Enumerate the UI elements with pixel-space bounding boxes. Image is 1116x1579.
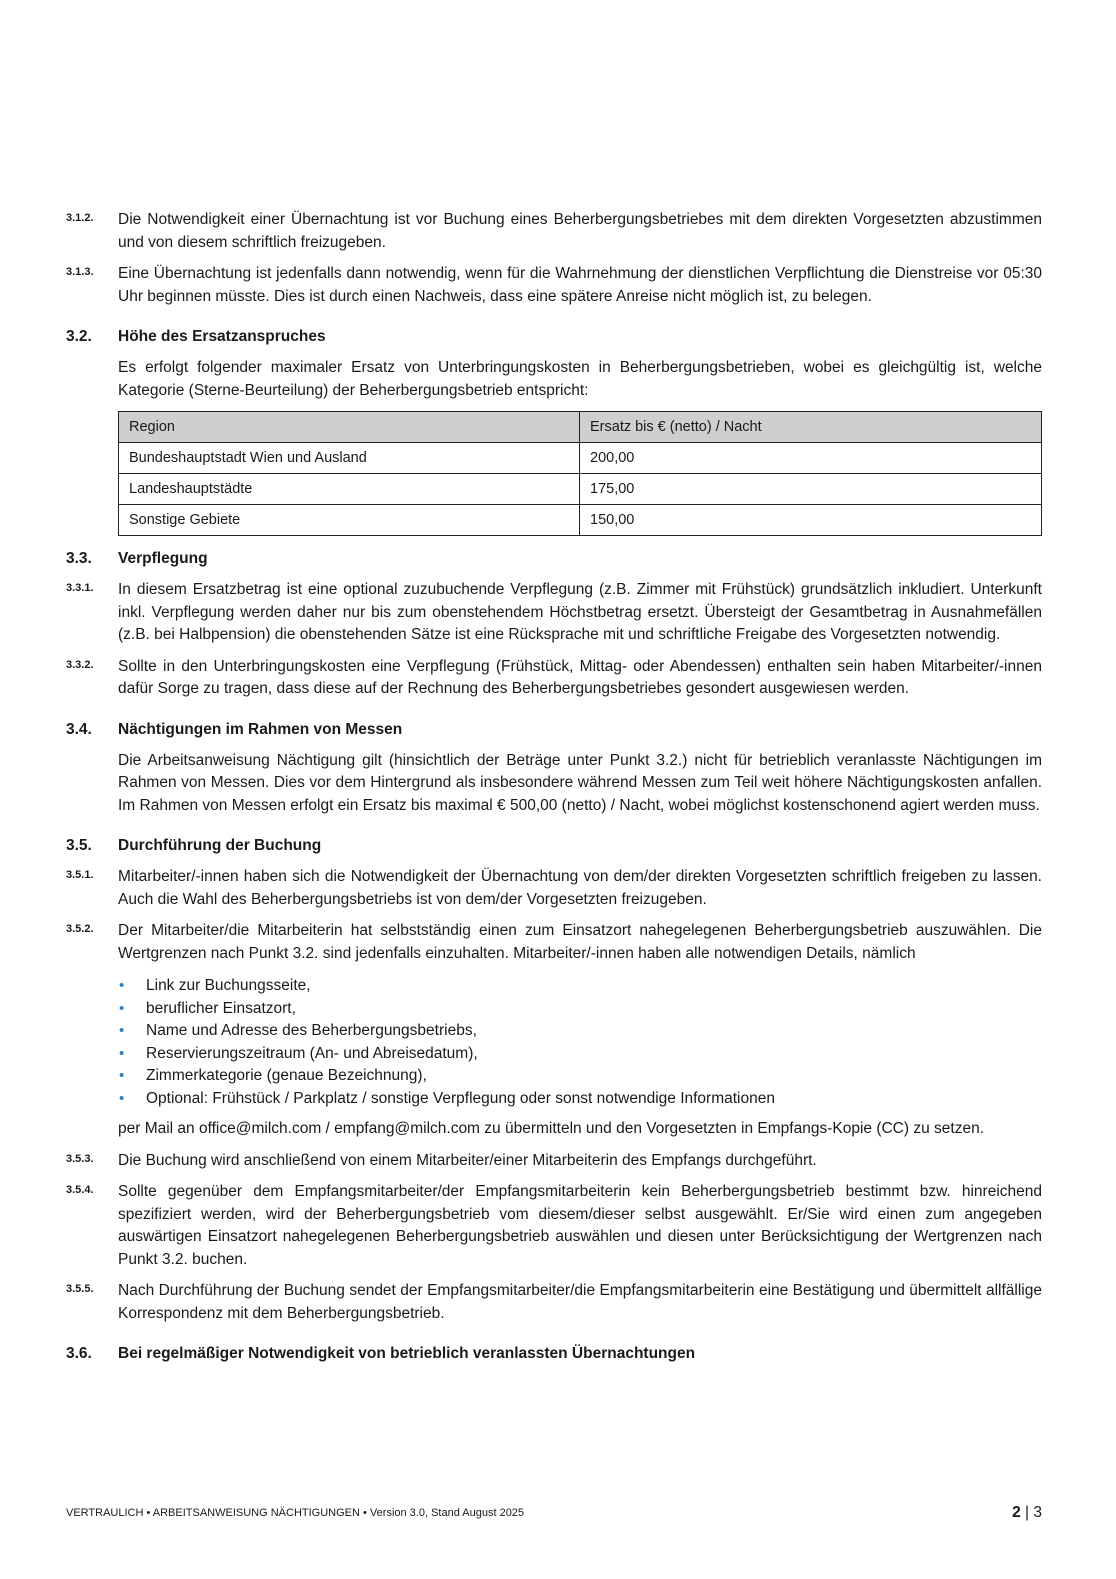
document-body bbox=[66, 209, 1042, 1374]
table-cell-region: Landeshauptstädte bbox=[119, 474, 580, 505]
section-number: 3.1.3. bbox=[66, 266, 94, 278]
page-number bbox=[1012, 1504, 1042, 1522]
table-cell-rate: 200,00 bbox=[580, 443, 1042, 474]
heading-title: Höhe des Ersatzanspruches bbox=[118, 328, 326, 345]
section-3-1-2 bbox=[66, 209, 1042, 254]
section-number: 3.3.2. bbox=[66, 658, 94, 671]
details-list bbox=[118, 975, 1042, 1110]
list-item-text: Reservierungszeitraum (An- und Abreisedatum), bbox=[146, 1044, 478, 1062]
section-text: Sollte gegenüber dem Empfangsmitarbeiter/der Empfangsmitarbeiterin kein Beherbergungsbetrieb bestimmt bzw. hinreichend spezifiziert werden, wird der Beherbergungsbetrieb vom diesem/dieser selbst ausgewählt. Er/Sie wird einen zum angegeben auswärtigen Einsatzort nahegelegenen Beherbergungsbetrieb auswählen und diesen unter Berücksichtigung der Wertgrenzen nach Punkt 3.2. buchen. bbox=[118, 1183, 1042, 1268]
table-header-region: Region bbox=[119, 412, 580, 443]
list-item-text: beruflicher Einsatzort, bbox=[146, 999, 296, 1017]
section-3-3-2 bbox=[66, 656, 1042, 701]
bullet-icon: • bbox=[119, 999, 125, 1017]
table-cell-rate: 175,00 bbox=[580, 474, 1042, 505]
list-item bbox=[118, 1043, 1042, 1066]
section-number: 3.5.2. bbox=[66, 923, 94, 935]
table-header-row bbox=[119, 412, 1042, 443]
heading-number: 3.6. bbox=[66, 1345, 92, 1362]
section-number: 3.5.3. bbox=[66, 1152, 94, 1165]
heading-title: Verpflegung bbox=[118, 550, 208, 567]
table-cell-region: Sonstige Gebiete bbox=[119, 505, 580, 536]
heading-3-5 bbox=[66, 835, 1042, 857]
heading-number: 3.4. bbox=[66, 720, 92, 738]
bullet-icon: • bbox=[119, 977, 125, 994]
heading-title: Nächtigungen im Rahmen von Messen bbox=[118, 720, 403, 738]
section-number: 3.5.1. bbox=[66, 869, 94, 881]
heading-3-4 bbox=[66, 719, 1042, 741]
list-item-text: Name und Adresse des Beherbergungsbetriebs, bbox=[146, 1022, 477, 1039]
section-number: 3.3.1. bbox=[66, 582, 94, 594]
section-3-2-intro: Es erfolgt folgender maximaler Ersatz von Unterbringungskosten in Beherbergungsbetrieben, wobei es gleichgültig ist, welche Kategorie (Sterne-Beurteilung) der Beherbergungsbetrieb entspricht: bbox=[118, 359, 1042, 399]
current-page: 2 bbox=[1012, 1504, 1021, 1521]
heading-title: Durchführung der Buchung bbox=[118, 837, 322, 854]
section-text: Die Notwendigkeit einer Übernachtung ist vor Buchung eines Beherbergungsbetriebes mit dem direkten Vorgesetzten abzustimmen und von diesem schriftlich freizugeben. bbox=[118, 211, 1042, 251]
table-row bbox=[119, 443, 1042, 474]
section-text: Eine Übernachtung ist jedenfalls dann notwendig, wenn für die Wahrnehmung der dienstlichen Verpflichtung die Dienstreise vor 05:30 Uhr beginnen müsste. Dies ist durch einen Nachweis, dass eine spätere Anreise nicht möglich ist, zu belegen. bbox=[118, 265, 1042, 305]
table-cell-region: Bundeshauptstadt Wien und Ausland bbox=[119, 443, 580, 474]
section-3-5-2 bbox=[66, 920, 1042, 965]
section-text: Mitarbeiter/-innen haben sich die Notwendigkeit der Übernachtung von dem/der direkten Vorgesetzten schriftlich freigeben zu lassen. Auch die Wahl des Beherbergungsbetriebs ist von dem/der Vorgesetzten freizugeben. bbox=[118, 868, 1042, 908]
table-header-rate: Ersatz bis € (netto) / Nacht bbox=[580, 412, 1042, 443]
bullet-icon: • bbox=[119, 1089, 125, 1107]
list-item bbox=[118, 1088, 1042, 1111]
section-3-5-5 bbox=[66, 1280, 1042, 1325]
total-pages: 3 bbox=[1033, 1504, 1042, 1521]
footer-text: VERTRAULICH • ARBEITSANWEISUNG NÄCHTIGUNGEN • Version 3.0, Stand August 2025 bbox=[66, 1507, 525, 1519]
section-number: 3.5.4. bbox=[66, 1184, 94, 1196]
table-row bbox=[119, 474, 1042, 505]
page-footer bbox=[66, 1504, 1042, 1522]
bullet-icon: • bbox=[119, 1044, 125, 1062]
list-item-text: Optional: Frühstück / Parkplatz / sonstige Verpflegung oder sonst notwendige Informationen bbox=[146, 1089, 775, 1107]
section-3-5-4 bbox=[66, 1181, 1042, 1271]
list-item bbox=[118, 998, 1042, 1021]
bullet-icon: • bbox=[119, 1022, 125, 1039]
section-number: 3.1.2. bbox=[66, 212, 94, 224]
heading-title: Bei regelmäßiger Notwendigkeit von betrieblich veranlassten Übernachtungen bbox=[118, 1345, 696, 1362]
heading-3-6 bbox=[66, 1343, 1042, 1365]
heading-3-3 bbox=[66, 548, 1042, 570]
list-item bbox=[118, 1020, 1042, 1043]
section-3-1-3 bbox=[66, 263, 1042, 308]
section-number: 3.5.5. bbox=[66, 1283, 94, 1295]
section-text: Nach Durchführung der Buchung sendet der Empfangsmitarbeiter/die Empfangsmitarbeiterin eine Bestätigung und übermittelt allfällige Korrespondenz mit dem Beherbergungsbetrieb. bbox=[118, 1282, 1042, 1322]
heading-3-2 bbox=[66, 326, 1042, 348]
heading-number: 3.5. bbox=[66, 837, 92, 854]
rates-table bbox=[118, 411, 1042, 536]
section-3-3-1 bbox=[66, 579, 1042, 647]
table-cell-rate: 150,00 bbox=[580, 505, 1042, 536]
list-item-text: Zimmerkategorie (genaue Bezeichnung), bbox=[146, 1067, 427, 1084]
section-3-5-3 bbox=[66, 1150, 1042, 1173]
table-row bbox=[119, 505, 1042, 536]
page-separator: | bbox=[1020, 1504, 1034, 1521]
section-3-4-text: Die Arbeitsanweisung Nächtigung gilt (hinsichtlich der Beträge unter Punkt 3.2.) nicht für betrieblich veranlasste Nächtigungen im Rahmen von Messen. Dies vor dem Hintergrund als insbesondere während Messen zum Teil weit höhere Nächtigungskosten anfallen. Im Rahmen von Messen erfolgt ein Ersatz bis maximal € 500,00 (netto) / Nacht, wobei möglichst kostenschonend agiert werden muss. bbox=[118, 751, 1042, 814]
list-item bbox=[118, 1065, 1042, 1088]
bullet-icon: • bbox=[119, 1067, 125, 1084]
section-3-5-2-after: per Mail an office@milch.com / empfang@milch.com zu übermitteln und den Vorgesetzten in Empfangs-Kopie (CC) zu setzen. bbox=[118, 1120, 984, 1137]
section-text: Sollte in den Unterbringungskosten eine Verpflegung (Frühstück, Mittag- oder Abendessen) enthalten sein haben Mitarbeiter/-innen dafür Sorge zu tragen, dass diese auf der Rechnung des Beherbergungsbetriebes gesondert ausgewiesen werden. bbox=[118, 657, 1042, 697]
list-item bbox=[118, 975, 1042, 998]
section-text: In diesem Ersatzbetrag ist eine optional zuzubuchende Verpflegung (z.B. Zimmer mit Frühstück) grundsätzlich inkludiert. Unterkunft inkl. Verpflegung werden daher nur bis zum obenstehendem Höchstbetrag ersetzt. Übersteigt der Gesamtbetrag in Ausnahmefällen (z.B. bei Halbpension) die obenstehenden Sätze ist eine Rücksprache mit und schriftliche Freigabe des Vorgesetzten notwendig. bbox=[118, 581, 1042, 643]
heading-number: 3.2. bbox=[66, 328, 92, 345]
list-item-text: Link zur Buchungsseite, bbox=[146, 977, 311, 994]
section-text: Die Buchung wird anschließend von einem Mitarbeiter/einer Mitarbeiterin des Empfangs durchgeführt. bbox=[118, 1151, 817, 1169]
heading-number: 3.3. bbox=[66, 550, 92, 567]
section-text: Der Mitarbeiter/die Mitarbeiterin hat selbstständig einen zum Einsatzort nahegelegenen Beherbergungsbetrieb auszuwählen. Die Wertgrenzen nach Punkt 3.2. sind jedenfalls einzuhalten. Mitarbeiter/-innen haben alle notwendigen Details, nämlich bbox=[118, 922, 1042, 962]
section-3-5-1 bbox=[66, 866, 1042, 911]
